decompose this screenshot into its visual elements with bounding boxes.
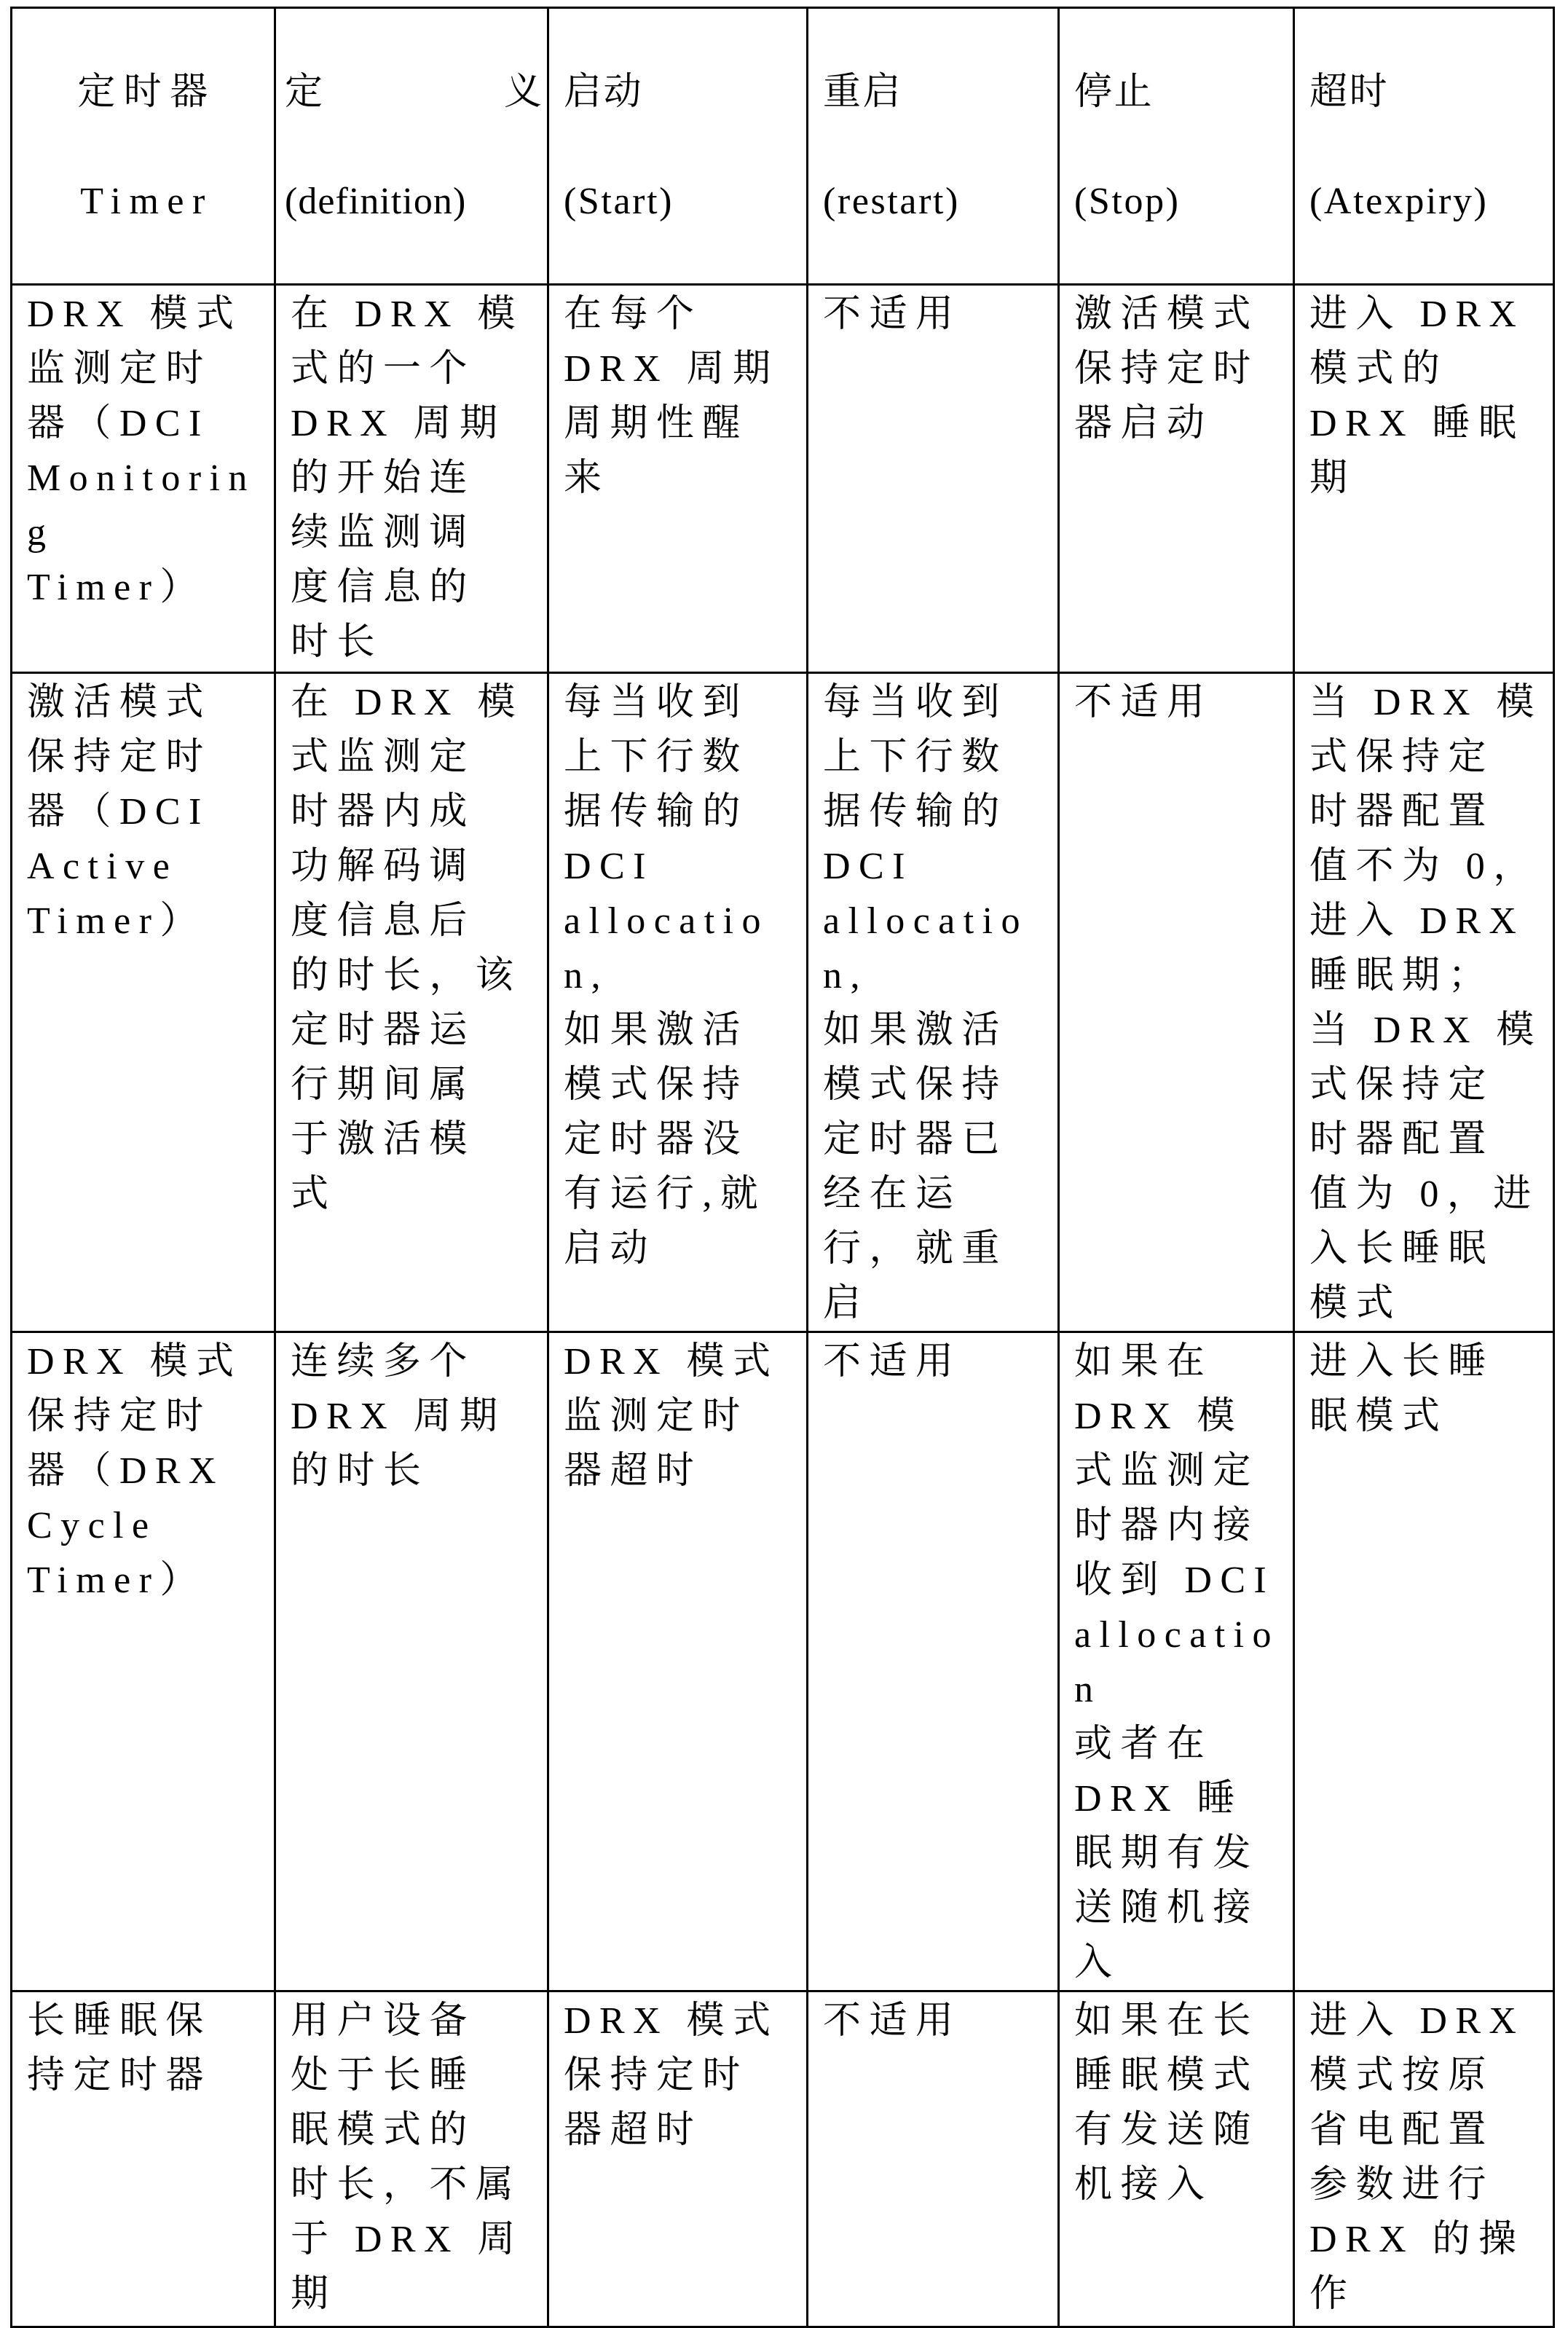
cell-start: DRX 模式 保持定时 器超时: [548, 1991, 808, 2327]
cell-expiry: 进入 DRX 模式的 DRX 睡眠 期: [1294, 285, 1554, 673]
cell-timer: DRX 模式 保持定时 器（DRX Cycle Timer）: [12, 1332, 275, 1991]
header-timer-zh: 定时器: [27, 65, 267, 119]
cell-definition: 连续多个 DRX 周期 的时长: [275, 1332, 548, 1991]
cell-definition: 在 DRX 模 式的一个 DRX 周期 的开始连 续监测调 度信息的 时长: [275, 285, 548, 673]
cell-start: 在每个 DRX 周期 周期性醒 来: [548, 285, 808, 673]
header-restart-en: (restart): [823, 174, 1050, 229]
table-row: [12, 1332, 1554, 1991]
cell-stop: 激活模式 保持定时 器启动: [1059, 285, 1294, 673]
cell-stop: 不适用: [1059, 673, 1294, 1332]
cell-definition: 在 DRX 模 式监测定 时器内成 功解码调 度信息后 的时长，该 定时器运 行期间属 于激活模 式: [275, 673, 548, 1332]
header-timer-en: Timer: [27, 174, 267, 229]
cell-stop: 如果在长 睡眠模式 有发送随 机接入: [1059, 1991, 1294, 2327]
cell-start: 每当收到 上下行数 据传输的 DCI allocation, 如果激活 模式保持 定时器没 有运行,就 启动: [548, 673, 808, 1332]
header-restart: [808, 8, 1059, 285]
cell-stop: 如果在 DRX 模 式监测定 时器内接 收到 DCI allocation 或者在 DRX 睡 眠期有发 送随机接 入: [1059, 1332, 1294, 1991]
header-definition-en: (definition): [285, 174, 543, 229]
header-definition-zh: [285, 65, 543, 119]
header-restart-zh: 重启: [823, 65, 1050, 119]
cell-restart: 不适用: [808, 285, 1059, 673]
header-start-zh: 启动: [564, 65, 799, 119]
cell-restart: 不适用: [808, 1991, 1059, 2327]
header-definition-zh-left: 定: [285, 65, 323, 119]
header-start: [548, 8, 808, 285]
cell-start: DRX 模式 监测定时 器超时: [548, 1332, 808, 1991]
table-row: [12, 673, 1554, 1332]
drx-timer-table: [10, 7, 1555, 2328]
cell-timer: DRX 模式 监测定时 器（DCI Monitoring Timer）: [12, 285, 275, 673]
cell-timer: 激活模式 保持定时 器（DCI Active Timer）: [12, 673, 275, 1332]
table-row: [12, 285, 1554, 673]
cell-expiry: 进入 DRX 模式按原 省电配置 参数进行 DRX 的操 作: [1294, 1991, 1554, 2327]
header-expiry: [1294, 8, 1554, 285]
header-expiry-en: (Atexpiry): [1309, 174, 1545, 229]
header-stop-en: (Stop): [1074, 174, 1285, 229]
header-definition-zh-right: 义: [504, 65, 543, 119]
header-stop-zh: 停止: [1074, 65, 1285, 119]
header-row: [12, 8, 1554, 285]
cell-restart: 不适用: [808, 1332, 1059, 1991]
cell-expiry: 当 DRX 模 式保持定 时器配置 值不为 0， 进入 DRX 睡眠期； 当 DRX 模 式保持定 时器配置 值为 0，进 入长睡眠 模式: [1294, 673, 1554, 1332]
header-timer: [12, 8, 275, 285]
table-row: [12, 1991, 1554, 2327]
cell-timer: 长睡眠保 持定时器: [12, 1991, 275, 2327]
cell-expiry: 进入长睡 眠模式: [1294, 1332, 1554, 1991]
cell-restart: 每当收到 上下行数 据传输的 DCI allocation, 如果激活 模式保持 定时器已 经在运 行，就重 启: [808, 673, 1059, 1332]
cell-definition: 用户设备 处于长睡 眠模式的 时长，不属 于 DRX 周 期: [275, 1991, 548, 2327]
header-definition: [275, 8, 548, 285]
header-expiry-zh: 超时: [1309, 65, 1545, 119]
header-stop: [1059, 8, 1294, 285]
header-start-en: (Start): [564, 174, 799, 229]
